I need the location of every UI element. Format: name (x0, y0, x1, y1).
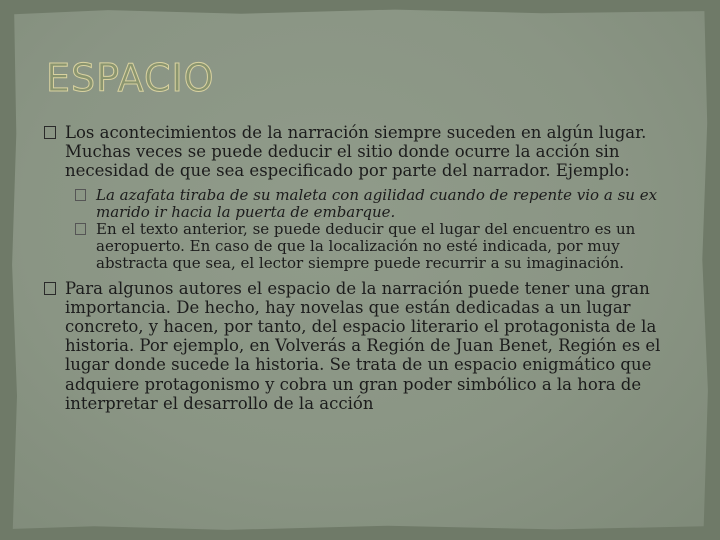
bullet-text: Para algunos autores el espacio de la narración puede tener una gran importancia. De hecho, hay novelas que están dedicadas a un lugar concreto, y hacen, por tanto, del espacio literario el protagonista de la historia. Por ejemplo, en Volverás a Región de Juan Benet, Región es el lugar donde sucede la historia. Se trata de un espacio enigmático que adquiere protagonismo y cobra un gran poder simbólico a la hora de interpretar el desarrollo de la acción (65, 278, 661, 413)
empty-square-icon (44, 126, 56, 139)
sub-bullet-text: En el texto anterior, se puede deducir que el lugar del encuentro es un aeropuerto. En caso de que la localización no esté indicada, por muy abstracta que sea, el lector siempre puede recurrir a su imaginación. (96, 220, 636, 273)
bullet-text: Los acontecimientos de la narración siempre suceden en algún lugar. Muchas veces se puede deducir el sitio donde ocurre la acción sin necesidad de que sea especificado por parte del narrador. Ejemplo: (65, 123, 647, 181)
sub-bullet-point (44, 187, 678, 221)
empty-square-icon (44, 282, 56, 295)
slide-content (44, 123, 678, 413)
empty-square-icon (75, 223, 86, 235)
bullet-point (44, 279, 678, 413)
bullet-point (44, 123, 678, 181)
sub-bullet-point (44, 221, 678, 273)
slide-title: ESPACIO (46, 56, 215, 100)
sub-bullet-text: La azafata tiraba de su maleta con agilidad cuando de repente vio a su ex marido ir hacia la puerta de embarque. (96, 185, 658, 221)
empty-square-icon (75, 189, 86, 201)
